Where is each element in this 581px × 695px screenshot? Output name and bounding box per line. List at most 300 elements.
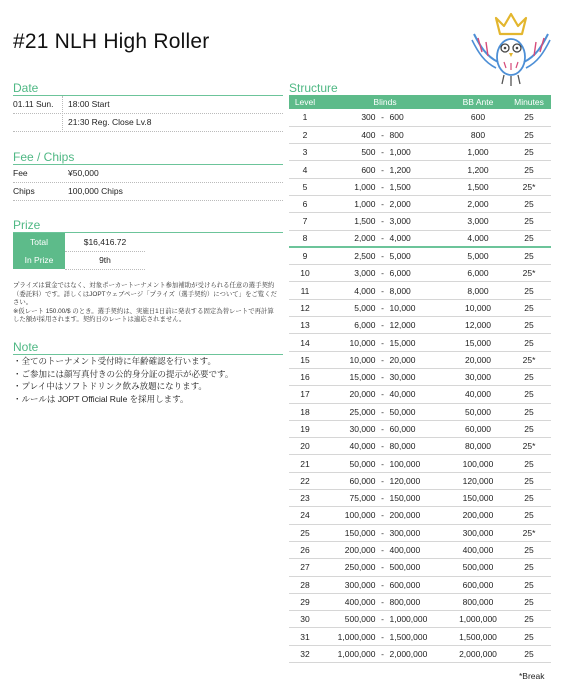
minutes-cell: 25 xyxy=(507,576,551,593)
big-blind: 6,000 xyxy=(389,268,411,279)
bb-ante-cell: 500,000 xyxy=(449,559,507,576)
blind-separator: - xyxy=(381,562,384,573)
table-row xyxy=(289,126,551,143)
small-blind: 10,000 xyxy=(349,337,376,348)
blinds-cell xyxy=(321,368,449,385)
date-start-time: 18:00 Start xyxy=(68,99,110,109)
small-blind: 5,000 xyxy=(354,302,376,313)
blinds-cell xyxy=(321,317,449,334)
small-blind: 20,000 xyxy=(349,389,376,400)
structure-table xyxy=(289,95,551,663)
big-blind: 800 xyxy=(389,129,404,140)
bb-ante-cell: 30,000 xyxy=(449,368,507,385)
blinds-cell xyxy=(321,351,449,368)
blinds-cell xyxy=(321,299,449,316)
bb-ante-cell: 15,000 xyxy=(449,334,507,351)
blind-separator: - xyxy=(381,475,384,486)
small-blind: 6,000 xyxy=(354,320,376,331)
blind-separator: - xyxy=(381,648,384,659)
table-row xyxy=(289,645,551,662)
table-row xyxy=(289,230,551,247)
blind-separator: - xyxy=(381,320,384,331)
blinds-cell xyxy=(321,593,449,610)
small-blind: 500,000 xyxy=(344,614,376,625)
table-row xyxy=(289,317,551,334)
minutes-cell: 25 xyxy=(507,126,551,143)
blinds-cell xyxy=(321,144,449,161)
small-blind: 50,000 xyxy=(349,458,376,469)
big-blind: 15,000 xyxy=(389,337,416,348)
bb-ante-cell: 4,000 xyxy=(449,230,507,247)
big-blind: 5,000 xyxy=(389,251,411,262)
small-blind: 15,000 xyxy=(349,372,376,383)
small-blind: 1,000 xyxy=(354,181,376,192)
bb-ante-cell: 3,000 xyxy=(449,213,507,230)
bb-ante-cell: 2,000 xyxy=(449,195,507,212)
big-blind: 50,000 xyxy=(389,406,416,417)
blinds-cell xyxy=(321,559,449,576)
blind-separator: - xyxy=(381,510,384,521)
level-cell: 2 xyxy=(289,126,321,143)
level-cell: 13 xyxy=(289,317,321,334)
blinds-cell xyxy=(321,161,449,178)
minutes-cell: 25 xyxy=(507,213,551,230)
small-blind: 1,000,000 xyxy=(337,648,376,659)
blinds-cell xyxy=(321,247,449,264)
bb-ante-cell: 1,500 xyxy=(449,178,507,195)
prize-total-label: Total xyxy=(13,233,65,251)
blinds-cell xyxy=(321,611,449,628)
big-blind: 80,000 xyxy=(389,441,416,452)
small-blind: 200,000 xyxy=(344,545,376,556)
bb-ante-cell: 100,000 xyxy=(449,455,507,472)
minutes-cell: 25* xyxy=(507,265,551,282)
big-blind: 40,000 xyxy=(389,389,416,400)
bb-ante-cell: 600,000 xyxy=(449,576,507,593)
minutes-cell: 25* xyxy=(507,178,551,195)
bb-ante-cell: 1,500,000 xyxy=(449,628,507,645)
big-blind: 20,000 xyxy=(389,354,416,365)
date-heading-rule xyxy=(13,95,283,96)
bb-ante-cell: 5,000 xyxy=(449,247,507,264)
level-cell: 22 xyxy=(289,472,321,489)
prize-in-prize-row xyxy=(13,251,145,269)
small-blind: 40,000 xyxy=(349,441,376,452)
blind-separator: - xyxy=(381,164,384,175)
big-blind: 500,000 xyxy=(389,562,421,573)
big-blind: 1,500 xyxy=(389,181,411,192)
table-row xyxy=(289,109,551,126)
column-header-minutes: Minutes xyxy=(507,95,551,109)
big-blind: 1,500,000 xyxy=(389,631,428,642)
blind-separator: - xyxy=(381,129,384,140)
blinds-cell xyxy=(321,628,449,645)
prize-table xyxy=(13,233,145,270)
level-cell: 24 xyxy=(289,507,321,524)
small-blind: 30,000 xyxy=(349,423,376,434)
blinds-cell xyxy=(321,386,449,403)
big-blind: 30,000 xyxy=(389,372,416,383)
level-cell: 12 xyxy=(289,299,321,316)
blind-separator: - xyxy=(381,527,384,538)
minutes-cell: 25 xyxy=(507,144,551,161)
bb-ante-cell: 800,000 xyxy=(449,593,507,610)
minutes-cell: 25 xyxy=(507,645,551,662)
level-cell: 29 xyxy=(289,593,321,610)
prize-in-prize-label: In Prize xyxy=(13,251,65,269)
small-blind: 150,000 xyxy=(344,527,376,538)
blind-separator: - xyxy=(381,181,384,192)
chips-value: 100,000 Chips xyxy=(68,186,123,196)
bb-ante-cell: 800 xyxy=(449,126,507,143)
level-cell: 27 xyxy=(289,559,321,576)
table-row xyxy=(289,351,551,368)
table-row xyxy=(289,455,551,472)
blinds-cell xyxy=(321,178,449,195)
structure-table-body xyxy=(289,109,551,663)
bb-ante-cell: 40,000 xyxy=(449,386,507,403)
small-blind: 2,500 xyxy=(354,251,376,262)
blinds-cell xyxy=(321,213,449,230)
small-blind: 1,000 xyxy=(354,199,376,210)
table-row xyxy=(289,438,551,455)
blind-separator: - xyxy=(381,199,384,210)
minutes-cell: 25 xyxy=(507,593,551,610)
minutes-cell: 25 xyxy=(507,507,551,524)
bb-ante-cell: 6,000 xyxy=(449,265,507,282)
table-row xyxy=(289,282,551,299)
prize-note xyxy=(13,282,278,325)
blinds-cell xyxy=(321,455,449,472)
blind-separator: - xyxy=(381,251,384,262)
table-row xyxy=(289,576,551,593)
bb-ante-cell: 80,000 xyxy=(449,438,507,455)
note-item: ・ご参加には顔写真付きの公的身分証の提示が必要です。 xyxy=(13,368,234,379)
small-blind: 300,000 xyxy=(344,579,376,590)
big-blind: 60,000 xyxy=(389,423,416,434)
date-reg-close: 21:30 Reg. Close Lv.8 xyxy=(68,117,152,127)
table-row xyxy=(289,213,551,230)
small-blind: 3,000 xyxy=(354,268,376,279)
date-row-divider xyxy=(13,113,283,114)
small-blind: 60,000 xyxy=(349,475,376,486)
blinds-cell xyxy=(321,645,449,662)
level-cell: 6 xyxy=(289,195,321,212)
big-blind: 400,000 xyxy=(389,545,421,556)
minutes-cell: 25 xyxy=(507,230,551,247)
bb-ante-cell: 400,000 xyxy=(449,541,507,558)
small-blind: 10,000 xyxy=(349,354,376,365)
bb-ante-cell: 150,000 xyxy=(449,490,507,507)
level-cell: 7 xyxy=(289,213,321,230)
blind-separator: - xyxy=(381,216,384,227)
big-blind: 120,000 xyxy=(389,475,421,486)
blind-separator: - xyxy=(381,285,384,296)
table-row xyxy=(289,524,551,541)
blind-separator: - xyxy=(381,441,384,452)
bb-ante-cell: 8,000 xyxy=(449,282,507,299)
level-cell: 28 xyxy=(289,576,321,593)
blind-separator: - xyxy=(381,354,384,365)
bb-ante-cell: 60,000 xyxy=(449,420,507,437)
minutes-cell: 25 xyxy=(507,455,551,472)
level-cell: 21 xyxy=(289,455,321,472)
bb-ante-cell: 20,000 xyxy=(449,351,507,368)
small-blind: 1,500 xyxy=(354,216,376,227)
bb-ante-cell: 300,000 xyxy=(449,524,507,541)
small-blind: 1,000,000 xyxy=(337,631,376,642)
small-blind: 400 xyxy=(361,129,376,140)
level-cell: 32 xyxy=(289,645,321,662)
level-cell: 5 xyxy=(289,178,321,195)
note-heading: Note xyxy=(13,340,39,354)
small-blind: 2,000 xyxy=(354,233,376,244)
level-cell: 19 xyxy=(289,420,321,437)
bb-ante-cell: 200,000 xyxy=(449,507,507,524)
break-footnote: *Break xyxy=(519,671,545,681)
blinds-cell xyxy=(321,490,449,507)
table-row xyxy=(289,490,551,507)
small-blind: 300 xyxy=(361,112,376,123)
small-blind: 100,000 xyxy=(344,510,376,521)
fee-chips-heading: Fee / Chips xyxy=(13,150,75,164)
blind-separator: - xyxy=(381,631,384,642)
page-title: #21 NLH High Roller xyxy=(13,30,210,53)
column-header-bb-ante: BB Ante xyxy=(449,95,507,109)
level-cell: 8 xyxy=(289,230,321,247)
prize-total-row xyxy=(13,233,145,251)
blinds-cell xyxy=(321,524,449,541)
table-row xyxy=(289,247,551,264)
structure-heading: Structure xyxy=(289,81,338,95)
bb-ante-cell: 120,000 xyxy=(449,472,507,489)
table-row xyxy=(289,334,551,351)
big-blind: 8,000 xyxy=(389,285,411,296)
prize-note-line1: プライズは賞金ではなく、対象ポーカートーナメント参加補助が受けられる任意の選手契約（委託料）です。詳しくはJOPTウェブページ「プライズ（選手契約）について」をご覧ください。 xyxy=(13,282,278,306)
bb-ante-cell: 10,000 xyxy=(449,299,507,316)
big-blind: 12,000 xyxy=(389,320,416,331)
prize-in-prize-value: 9th xyxy=(65,251,145,269)
date-column-divider xyxy=(62,96,63,132)
big-blind: 2,000,000 xyxy=(389,648,428,659)
big-blind: 100,000 xyxy=(389,458,421,469)
blinds-cell xyxy=(321,109,449,126)
table-row xyxy=(289,611,551,628)
prize-total-value: $16,416.72 xyxy=(65,233,145,251)
date-bottom-divider xyxy=(13,131,283,132)
note-item: ・全てのトーナメント受付時に年齢確認を行います。 xyxy=(13,356,216,366)
table-row xyxy=(289,403,551,420)
blind-separator: - xyxy=(381,147,384,158)
small-blind: 25,000 xyxy=(349,406,376,417)
minutes-cell: 25 xyxy=(507,628,551,645)
blind-separator: - xyxy=(381,112,384,123)
level-cell: 25 xyxy=(289,524,321,541)
big-blind: 4,000 xyxy=(389,233,411,244)
minutes-cell: 25 xyxy=(507,386,551,403)
big-blind: 1,000 xyxy=(389,147,411,158)
level-cell: 1 xyxy=(289,109,321,126)
blind-separator: - xyxy=(381,268,384,279)
level-cell: 20 xyxy=(289,438,321,455)
note-item: ・プレイ中はソフトドリンク飲み放題になります。 xyxy=(13,381,207,391)
small-blind: 4,000 xyxy=(354,285,376,296)
table-row xyxy=(289,386,551,403)
structure-header-row xyxy=(289,95,551,109)
level-cell: 16 xyxy=(289,368,321,385)
blind-separator: - xyxy=(381,596,384,607)
table-row xyxy=(289,559,551,576)
bb-ante-cell: 50,000 xyxy=(449,403,507,420)
table-row xyxy=(289,161,551,178)
big-blind: 1,200 xyxy=(389,164,411,175)
table-row xyxy=(289,507,551,524)
blind-separator: - xyxy=(381,337,384,348)
big-blind: 600 xyxy=(389,112,404,123)
minutes-cell: 25 xyxy=(507,541,551,558)
blind-separator: - xyxy=(381,389,384,400)
blinds-cell xyxy=(321,403,449,420)
minutes-cell: 25 xyxy=(507,109,551,126)
minutes-cell: 25 xyxy=(507,472,551,489)
table-row xyxy=(289,195,551,212)
chips-label: Chips xyxy=(13,186,35,196)
minutes-cell: 25 xyxy=(507,420,551,437)
blind-separator: - xyxy=(381,406,384,417)
minutes-cell: 25* xyxy=(507,438,551,455)
blinds-cell xyxy=(321,472,449,489)
minutes-cell: 25 xyxy=(507,559,551,576)
table-row xyxy=(289,178,551,195)
minutes-cell: 25* xyxy=(507,524,551,541)
crowned-owl-logo-icon xyxy=(466,12,556,92)
blind-separator: - xyxy=(381,458,384,469)
minutes-cell: 25 xyxy=(507,334,551,351)
blinds-cell xyxy=(321,507,449,524)
minutes-cell: 25 xyxy=(507,161,551,178)
big-blind: 2,000 xyxy=(389,199,411,210)
blinds-cell xyxy=(321,265,449,282)
minutes-cell: 25* xyxy=(507,351,551,368)
column-header-blinds: Blinds xyxy=(321,95,449,109)
bb-ante-cell: 1,000,000 xyxy=(449,611,507,628)
note-list xyxy=(13,355,233,405)
blind-separator: - xyxy=(381,614,384,625)
blind-separator: - xyxy=(381,302,384,313)
bb-ante-cell: 600 xyxy=(449,109,507,126)
table-row xyxy=(289,472,551,489)
big-blind: 200,000 xyxy=(389,510,421,521)
table-row xyxy=(289,420,551,437)
level-cell: 9 xyxy=(289,247,321,264)
blinds-cell xyxy=(321,126,449,143)
blinds-cell xyxy=(321,334,449,351)
level-cell: 11 xyxy=(289,282,321,299)
small-blind: 75,000 xyxy=(349,493,376,504)
bb-ante-cell: 12,000 xyxy=(449,317,507,334)
bb-ante-cell: 2,000,000 xyxy=(449,645,507,662)
prize-note-line2: ※仮レート 150.00/$ のとき。選手契約は、実施日1日前に発表する固定為替レートで再計算した額が採用されます。契約日のレートは適応されません。 xyxy=(13,307,274,323)
minutes-cell: 25 xyxy=(507,368,551,385)
blinds-cell xyxy=(321,230,449,247)
level-cell: 17 xyxy=(289,386,321,403)
table-row xyxy=(289,593,551,610)
big-blind: 3,000 xyxy=(389,216,411,227)
table-row xyxy=(289,144,551,161)
level-cell: 14 xyxy=(289,334,321,351)
table-row xyxy=(289,368,551,385)
bb-ante-cell: 1,000 xyxy=(449,144,507,161)
fee-label: Fee xyxy=(13,168,28,178)
table-row xyxy=(289,628,551,645)
blinds-cell xyxy=(321,195,449,212)
blinds-cell xyxy=(321,420,449,437)
fee-row-divider xyxy=(13,182,283,183)
table-row xyxy=(289,541,551,558)
level-cell: 3 xyxy=(289,144,321,161)
minutes-cell: 25 xyxy=(507,403,551,420)
small-blind: 400,000 xyxy=(344,596,376,607)
small-blind: 600 xyxy=(361,164,376,175)
blind-separator: - xyxy=(381,579,384,590)
level-cell: 26 xyxy=(289,541,321,558)
big-blind: 300,000 xyxy=(389,527,421,538)
minutes-cell: 25 xyxy=(507,490,551,507)
column-header-level: Level xyxy=(289,95,321,109)
table-row xyxy=(289,265,551,282)
minutes-cell: 25 xyxy=(507,247,551,264)
bb-ante-cell: 1,200 xyxy=(449,161,507,178)
level-cell: 18 xyxy=(289,403,321,420)
big-blind: 150,000 xyxy=(389,493,421,504)
minutes-cell: 25 xyxy=(507,317,551,334)
small-blind: 250,000 xyxy=(344,562,376,573)
fee-chips-heading-rule xyxy=(13,164,283,165)
small-blind: 500 xyxy=(361,147,376,158)
blinds-cell xyxy=(321,438,449,455)
minutes-cell: 25 xyxy=(507,195,551,212)
blind-separator: - xyxy=(381,423,384,434)
blinds-cell xyxy=(321,576,449,593)
big-blind: 10,000 xyxy=(389,302,416,313)
blind-separator: - xyxy=(381,233,384,244)
table-row xyxy=(289,299,551,316)
level-cell: 4 xyxy=(289,161,321,178)
blinds-cell xyxy=(321,541,449,558)
blind-separator: - xyxy=(381,372,384,383)
level-cell: 15 xyxy=(289,351,321,368)
blind-separator: - xyxy=(381,545,384,556)
minutes-cell: 25 xyxy=(507,282,551,299)
chips-row-divider xyxy=(13,200,283,201)
blind-separator: - xyxy=(381,493,384,504)
minutes-cell: 25 xyxy=(507,299,551,316)
date-heading: Date xyxy=(13,81,39,95)
minutes-cell: 25 xyxy=(507,611,551,628)
level-cell: 30 xyxy=(289,611,321,628)
big-blind: 800,000 xyxy=(389,596,421,607)
date-day: 01.11 Sun. xyxy=(13,99,54,109)
note-item: ・ルールは JOPT Official Rule を採用します。 xyxy=(13,393,189,404)
prize-heading: Prize xyxy=(13,218,41,232)
level-cell: 10 xyxy=(289,265,321,282)
level-cell: 31 xyxy=(289,628,321,645)
fee-value: ¥50,000 xyxy=(68,168,99,178)
big-blind: 1,000,000 xyxy=(389,614,428,625)
big-blind: 600,000 xyxy=(389,579,421,590)
blinds-cell xyxy=(321,282,449,299)
level-cell: 23 xyxy=(289,490,321,507)
